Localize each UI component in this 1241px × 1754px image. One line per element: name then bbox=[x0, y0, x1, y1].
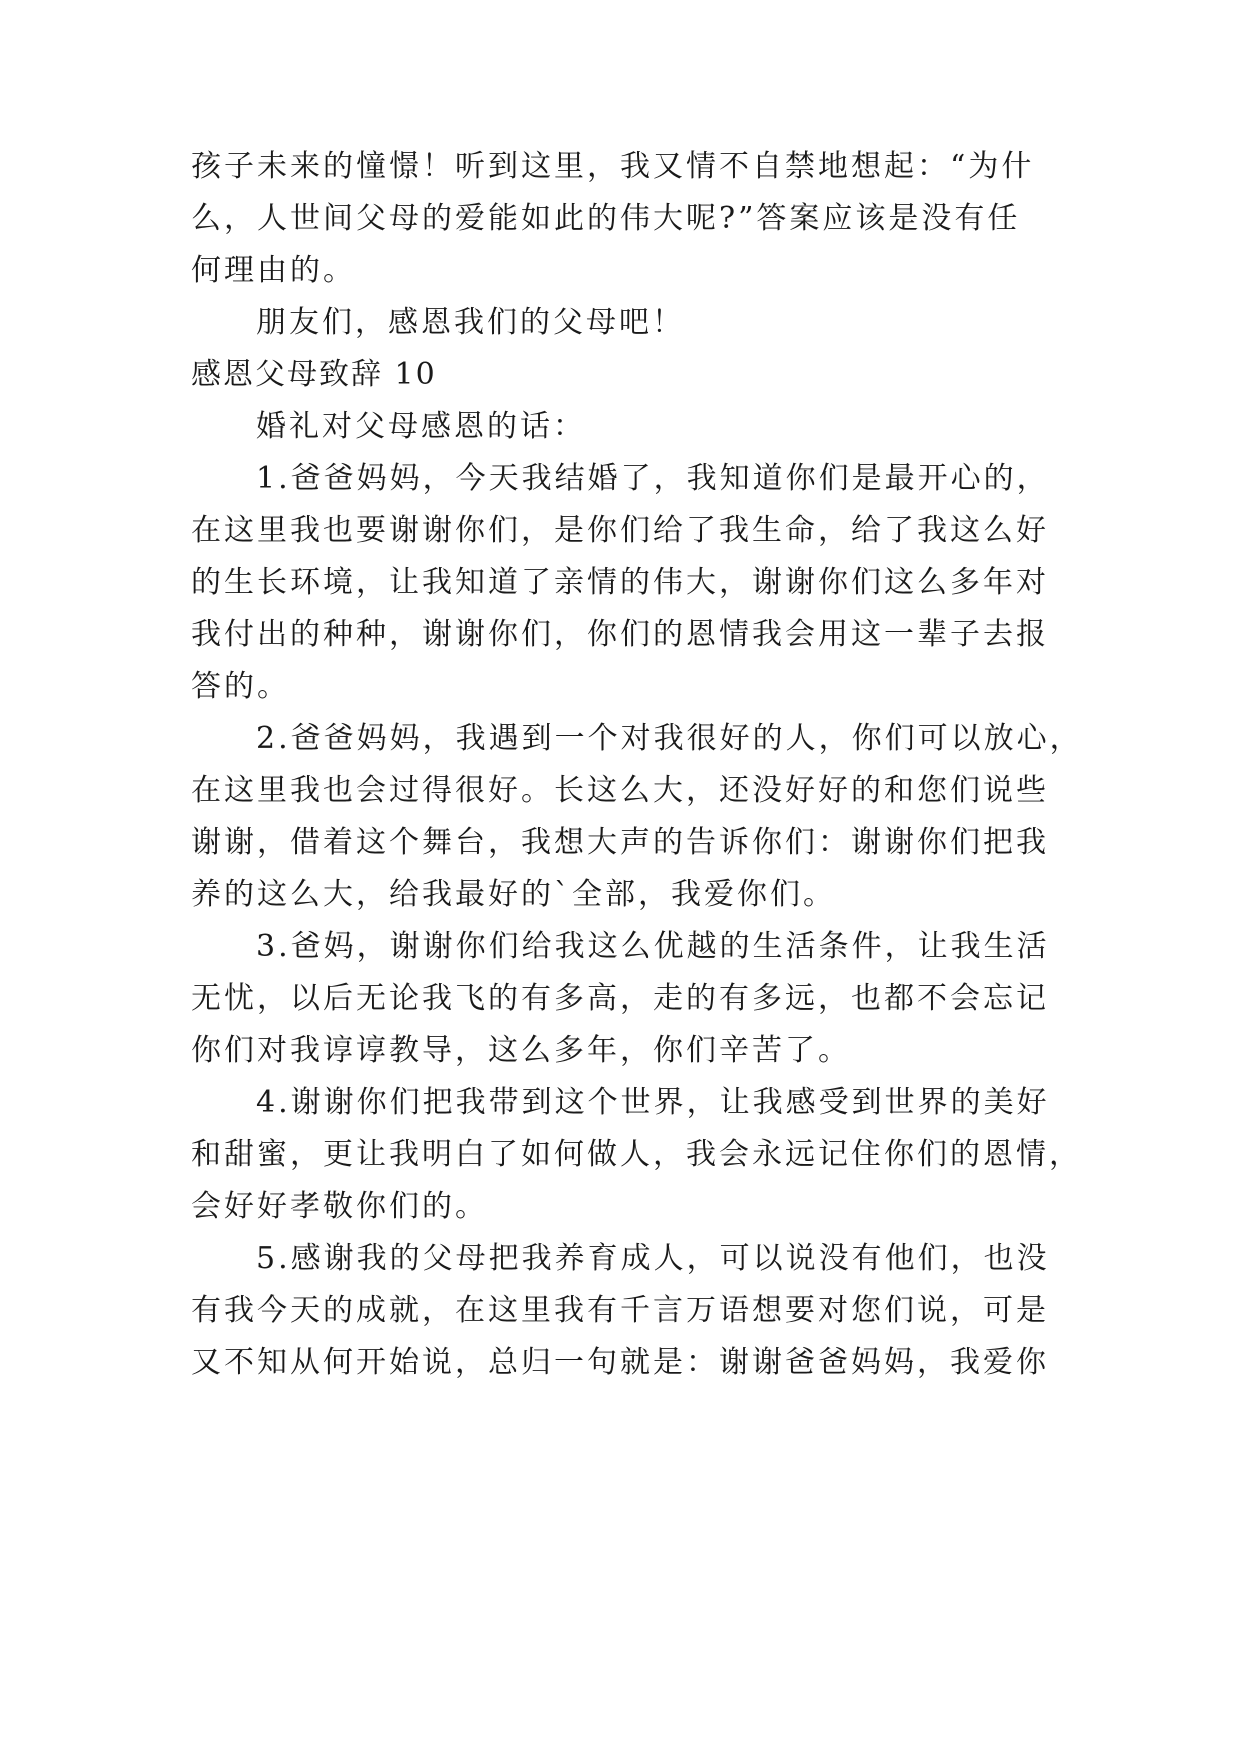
section-heading: 感恩父母致辞 10 bbox=[191, 357, 437, 392]
text-line: 5.感谢我的父母把我养育成人，可以说没有他们，也没 bbox=[256, 1241, 1050, 1276]
text-line: 孩子未来的憧憬！听到这里，我又情不自禁地想起：“为什 bbox=[191, 149, 1035, 184]
text-line: 谢谢，借着这个舞台，我想大声的告诉你们：谢谢你们把我 bbox=[191, 825, 1049, 860]
text-line: 朋友们，感恩我们的父母吧！ bbox=[256, 305, 685, 340]
text-line: 答的。 bbox=[191, 669, 290, 704]
text-line: 3.爸妈，谢谢你们给我这么优越的生活条件，让我生活 bbox=[256, 929, 1050, 964]
text-line: 么，人世间父母的爱能如此的伟大呢?”答案应该是没有任 bbox=[191, 201, 1021, 236]
text-line: 2.爸爸妈妈，我遇到一个对我很好的人，你们可以放心， bbox=[256, 721, 1083, 756]
text-line: 我付出的种种，谢谢你们，你们的恩情我会用这一辈子去报 bbox=[191, 617, 1049, 652]
text-line: 的生长环境，让我知道了亲情的伟大，谢谢你们这么多年对 bbox=[191, 565, 1049, 600]
text-line: 无忧，以后无论我飞的有多高，走的有多远，也都不会忘记 bbox=[191, 981, 1049, 1016]
text-line: 有我今天的成就，在这里我有千言万语想要对您们说，可是 bbox=[191, 1293, 1049, 1328]
text-line: 在这里我也会过得很好。长这么大，还没好好的和您们说些 bbox=[191, 773, 1049, 808]
text-line: 和甜蜜，更让我明白了如何做人，我会永远记住你们的恩情， bbox=[191, 1137, 1082, 1172]
text-line: 婚礼对父母感恩的话： bbox=[256, 409, 586, 444]
text-line: 你们对我谆谆教导，这么多年，你们辛苦了。 bbox=[191, 1033, 851, 1068]
text-line: 在这里我也要谢谢你们，是你们给了我生命，给了我这么好 bbox=[191, 513, 1049, 548]
text-line: 何理由的。 bbox=[191, 253, 356, 288]
text-line: 1.爸爸妈妈，今天我结婚了，我知道你们是最开心的， bbox=[256, 461, 1050, 496]
text-line: 4.谢谢你们把我带到这个世界，让我感受到世界的美好 bbox=[256, 1085, 1050, 1120]
text-line: 又不知从何开始说，总归一句就是：谢谢爸爸妈妈，我爱你 bbox=[191, 1345, 1049, 1380]
text-line: 会好好孝敬你们的。 bbox=[191, 1189, 488, 1224]
text-line: 养的这么大，给我最好的`全部，我爱你们。 bbox=[191, 877, 836, 912]
